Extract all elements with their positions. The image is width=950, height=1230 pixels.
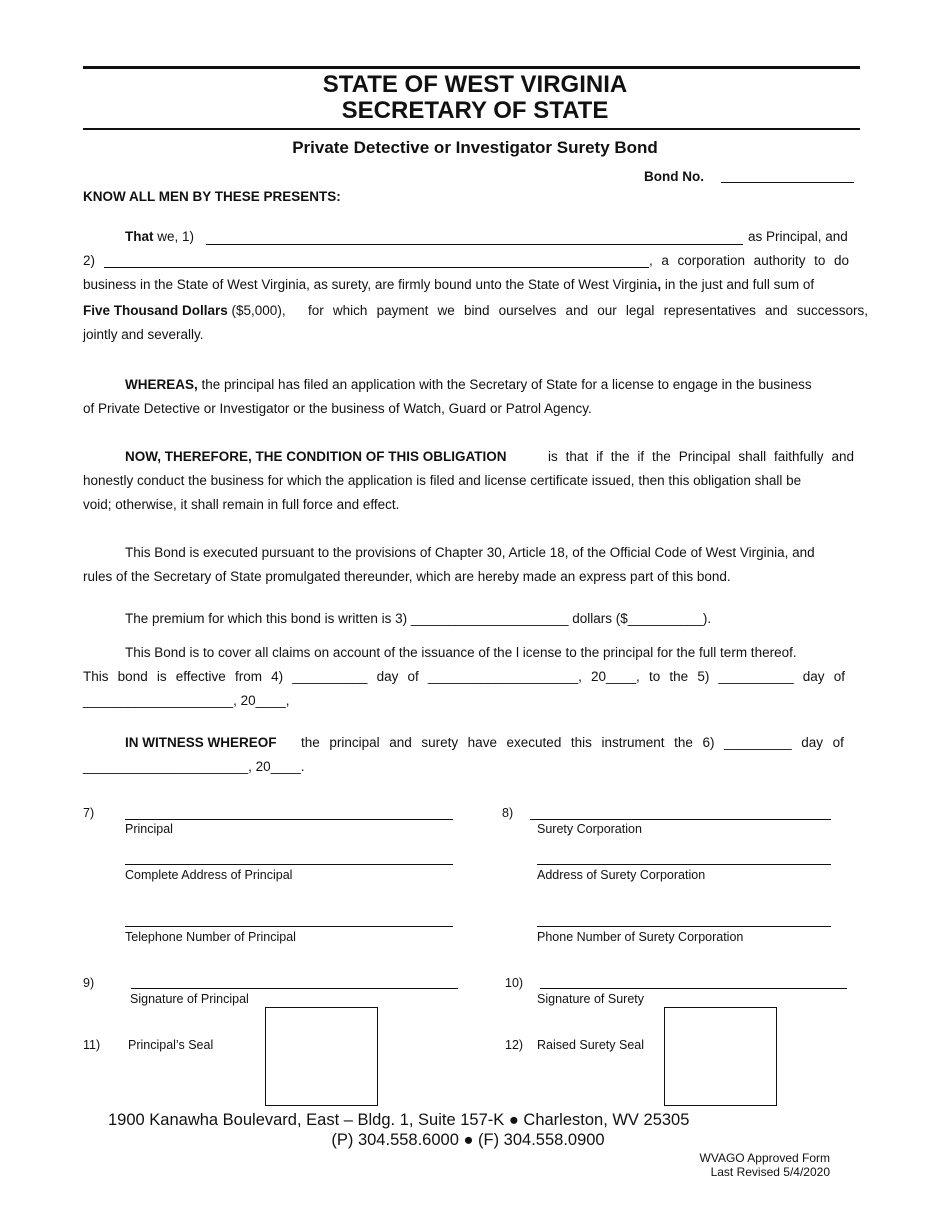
witness-word: the (674, 735, 693, 750)
item-7-number: 7) (83, 806, 95, 820)
intro-line4-tail: for which payment we bind ourselves and our legal representatives and successors, (308, 303, 868, 318)
page-title-line1: STATE OF WEST VIRGINIA (322, 71, 628, 98)
cover-word: of (407, 669, 419, 684)
witness-line2[interactable]: ______________________, 20____. (83, 759, 305, 774)
whereas-line1 (125, 377, 812, 392)
principal-name-field[interactable] (206, 244, 743, 245)
witness-line1 (301, 735, 844, 750)
cover-word: This (83, 669, 109, 684)
intro-line5: jointly and severally. (83, 327, 204, 342)
whereas-line2: of Private Detective or Investigator or the business of Watch, Guard or Patrol Agency. (83, 401, 592, 416)
cover-word: bond (117, 669, 148, 684)
surety-corporation-field[interactable] (530, 819, 831, 820)
that-rest: we, 1) (153, 229, 195, 244)
intro-line3 (83, 277, 814, 292)
witness-word: have (467, 735, 497, 750)
cover-line1: This Bond is to cover all claims on account of the issuance of the l icense to the principal for the full term thereof. (125, 645, 797, 660)
page-title-line2: SECRETARY OF STATE (341, 97, 609, 124)
footer-phones: (P) 304.558.6000 ● (F) 304.558.0900 (331, 1131, 605, 1149)
cover-word: 4) (271, 669, 284, 684)
witness-word: instrument (601, 735, 665, 750)
bond-no-field[interactable] (721, 182, 854, 183)
principal-label: Principal (125, 822, 173, 836)
witness-word: executed (506, 735, 562, 750)
as-principal-label: as Principal, and (748, 229, 848, 244)
witness-word: and (389, 735, 412, 750)
intro-line3-tail: in the just and full sum of (661, 277, 815, 292)
principal-field[interactable] (125, 819, 453, 820)
cover-word: to (648, 669, 661, 684)
effective-day-field[interactable]: __________ (292, 669, 368, 684)
surety-signature-label: Signature of Surety (537, 992, 645, 1006)
executed-line2: rules of the Secretary of State promulgated thereunder, which are hereby made an express part of this bond. (83, 569, 731, 584)
that-we-label (125, 229, 194, 244)
surety-address-field[interactable] (537, 864, 831, 865)
five-thousand-bold: Five Thousand Dollars (83, 303, 228, 318)
witness-word: this (570, 735, 592, 750)
principal-signature-label: Signature of Principal (130, 992, 249, 1006)
header-bottom-rule (83, 128, 860, 130)
witness-day-field[interactable]: _________ (724, 735, 792, 750)
witness-word: principal (329, 735, 380, 750)
surety-signature-field[interactable] (540, 988, 847, 989)
intro-line4-lead (83, 303, 286, 318)
item-10-number: 10) (505, 976, 524, 990)
whereas-rest: the principal has filed an application with the Secretary of State for a license to engage in the business (197, 377, 812, 392)
surety-seal-box[interactable] (664, 1007, 777, 1106)
effective-year-field[interactable]: 20____, (591, 669, 640, 684)
know-all-heading: KNOW ALL MEN BY THESE PRESENTS: (83, 189, 341, 204)
cover-word: effective (175, 669, 226, 684)
cover-word: the (669, 669, 689, 684)
approved-form-note: WVAGO Approved Form (699, 1151, 830, 1165)
item-2-number: 2) (83, 253, 96, 268)
effective-month-field[interactable]: ____________________, (427, 669, 582, 684)
witness-bold: IN WITNESS WHEREOF (125, 735, 277, 750)
cover-line3[interactable]: ____________________, 20____, (83, 693, 290, 708)
footer-address: 1900 Kanawha Boulevard, East – Bldg. 1, Suite 157-K ● Charleston, WV 25305 (108, 1111, 690, 1129)
cover-word: day (376, 669, 399, 684)
intro-line3-text: business in the State of West Virginia, as surety, are firmly bound unto the State of West Virginia (83, 277, 658, 292)
now-therefore-line3: void; otherwise, it shall remain in full force and effect. (83, 497, 400, 512)
cover-word: day (802, 669, 825, 684)
surety-phone-field[interactable] (537, 926, 831, 927)
now-therefore-line1-rest: is that if the if the Principal shall faithfully and (548, 449, 854, 464)
cover-line2 (83, 669, 845, 684)
item-8-number: 8) (502, 806, 514, 820)
five-thousand-rest: ($5,000), (227, 303, 286, 318)
witness-word: 6) (702, 735, 715, 750)
cover-word: is (156, 669, 167, 684)
executed-line1: This Bond is executed pursuant to the provisions of Chapter 30, Article 18, of the Official Code of West Virginia, and (125, 545, 815, 560)
item-12-number: 12) (505, 1038, 524, 1052)
bond-no-label: Bond No. (644, 169, 704, 184)
surety-corporation-label: Surety Corporation (537, 822, 642, 836)
surety-address-label: Address of Surety Corporation (537, 868, 706, 882)
last-revised-note: Last Revised 5/4/2020 (710, 1165, 830, 1179)
witness-word: surety (421, 735, 459, 750)
that-bold: That (125, 229, 154, 244)
premium-line: The premium for which this bond is written is 3) _____________________ dollars ($__________). (125, 611, 712, 626)
principal-address-label: Complete Address of Principal (125, 868, 293, 882)
intro-line3-comma: , (657, 277, 662, 292)
corporation-tail: , a corporation authority to do (649, 253, 849, 268)
principal-seal-label: Principal’s Seal (128, 1038, 214, 1052)
expiration-day-field[interactable]: __________ (718, 669, 794, 684)
witness-word: day (801, 735, 823, 750)
form-subtitle: Private Detective or Investigator Surety Bond (292, 138, 658, 157)
cover-word: from (234, 669, 262, 684)
principal-signature-field[interactable] (131, 988, 458, 989)
item-11-number: 11) (83, 1038, 101, 1052)
now-therefore-bold: NOW, THEREFORE, THE CONDITION OF THIS OBLIGATION (125, 449, 507, 464)
surety-name-field[interactable] (104, 267, 649, 268)
witness-word: of (832, 735, 844, 750)
item-9-number: 9) (83, 976, 95, 990)
cover-word: of (833, 669, 845, 684)
top-rule (83, 66, 860, 69)
witness-word: the (301, 735, 320, 750)
principal-seal-box[interactable] (265, 1007, 378, 1106)
surety-seal-label: Raised Surety Seal (537, 1038, 645, 1052)
surety-phone-label: Phone Number of Surety Corporation (537, 930, 744, 944)
whereas-bold: WHEREAS, (125, 377, 198, 392)
cover-word: 5) (697, 669, 710, 684)
principal-telephone-field[interactable] (125, 926, 453, 927)
now-therefore-line2: honestly conduct the business for which the application is filed and license certificate issued, then this obligation shall be (83, 473, 802, 488)
principal-telephone-label: Telephone Number of Principal (125, 930, 296, 944)
principal-address-field[interactable] (125, 864, 453, 865)
